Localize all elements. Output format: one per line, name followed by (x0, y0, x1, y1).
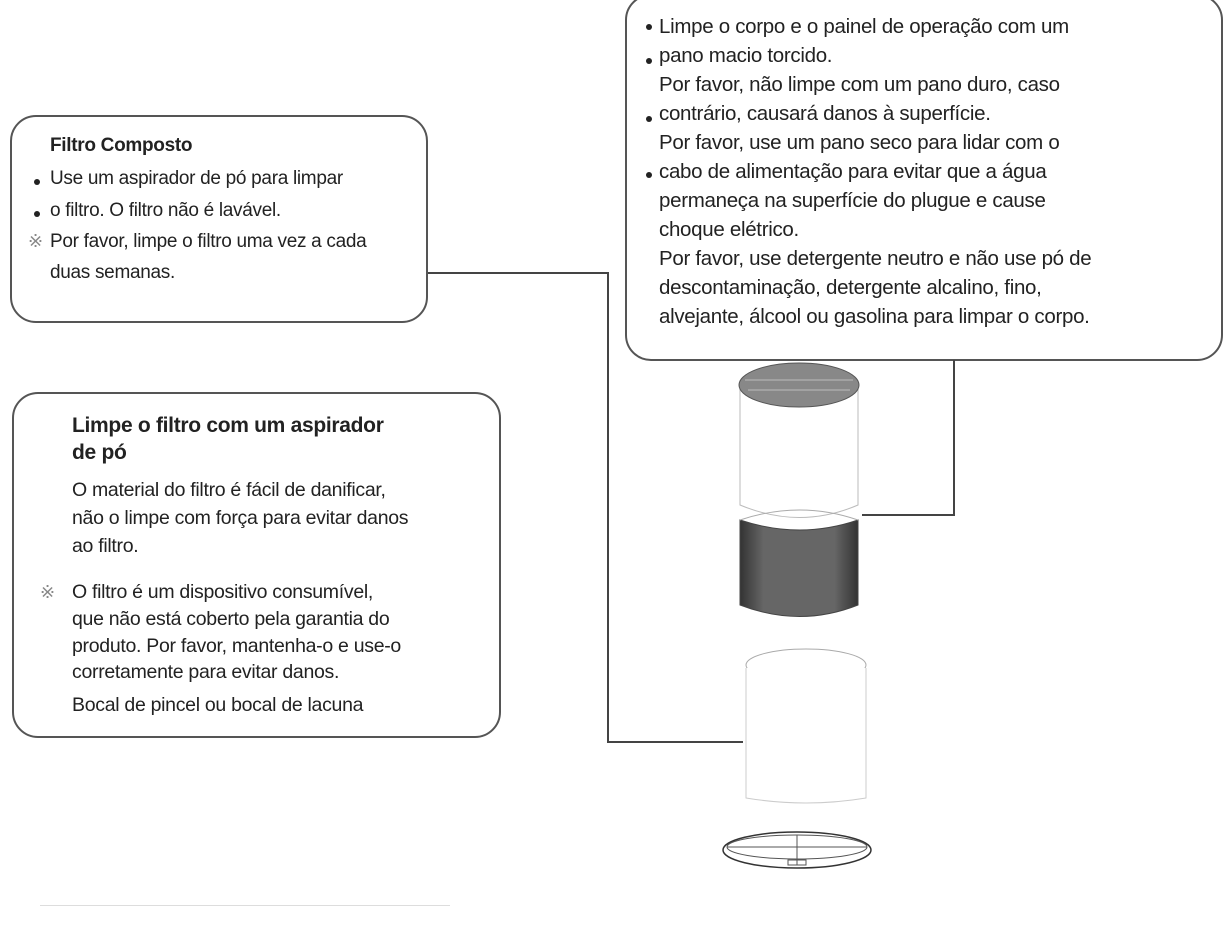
base-plate-part (723, 832, 871, 868)
callout-line: descontaminação, detergente alcalino, fino, (659, 276, 1042, 299)
callout-line: Limpe o corpo e o painel de operação com um (659, 15, 1069, 38)
callout-line: Por favor, limpe o filtro uma vez a cada (50, 231, 367, 252)
callout-line: Por favor, não limpe com um pano duro, caso (659, 73, 1060, 96)
callout-line: Bocal de pincel ou bocal de lacuna (72, 694, 364, 716)
callout-line: pano macio torcido. (659, 44, 833, 67)
callout-line: produto. Por favor, mantenha-o e use-o (72, 635, 401, 657)
callout-line: cabo de alimentação para evitar que a água (659, 160, 1047, 183)
callout-line: o filtro. O filtro não é lavável. (50, 200, 281, 221)
callout-line: Por favor, use um pano seco para lidar com o (659, 131, 1060, 154)
inner-filter-part (746, 649, 866, 803)
callout-line: Por favor, use detergente neutro e não use pó de (659, 247, 1092, 270)
callout-line: choque elétrico. (659, 218, 799, 241)
callout-line: não o limpe com força para evitar danos (72, 507, 409, 529)
top-cover-part (739, 363, 859, 518)
callout-line: ao filtro. (72, 535, 139, 557)
callout-title: de pó (72, 441, 127, 464)
composite-filter-part (740, 510, 858, 617)
callout-line: contrário, causará danos à superfície. (659, 102, 991, 125)
callout-title: Filtro Composto (50, 135, 193, 156)
callout-line: que não está coberto pela garantia do (72, 608, 390, 630)
callout-line: O material do filtro é fácil de danificar, (72, 479, 386, 501)
callout-title: Limpe o filtro com um aspirador (72, 414, 384, 437)
callout-line: O filtro é um dispositivo consumível, (72, 581, 374, 603)
callout-line: alvejante, álcool ou gasolina para limpar o corpo. (659, 305, 1090, 328)
callout-line: permaneça na superfície do plugue e cause (659, 189, 1046, 212)
callout-line: corretamente para evitar danos. (72, 661, 340, 683)
reference-mark-icon: ※ (28, 231, 44, 251)
callout-line: Use um aspirador de pó para limpar (50, 168, 343, 189)
reference-mark-icon: ※ (40, 582, 56, 602)
callout-line: duas semanas. (50, 262, 175, 283)
